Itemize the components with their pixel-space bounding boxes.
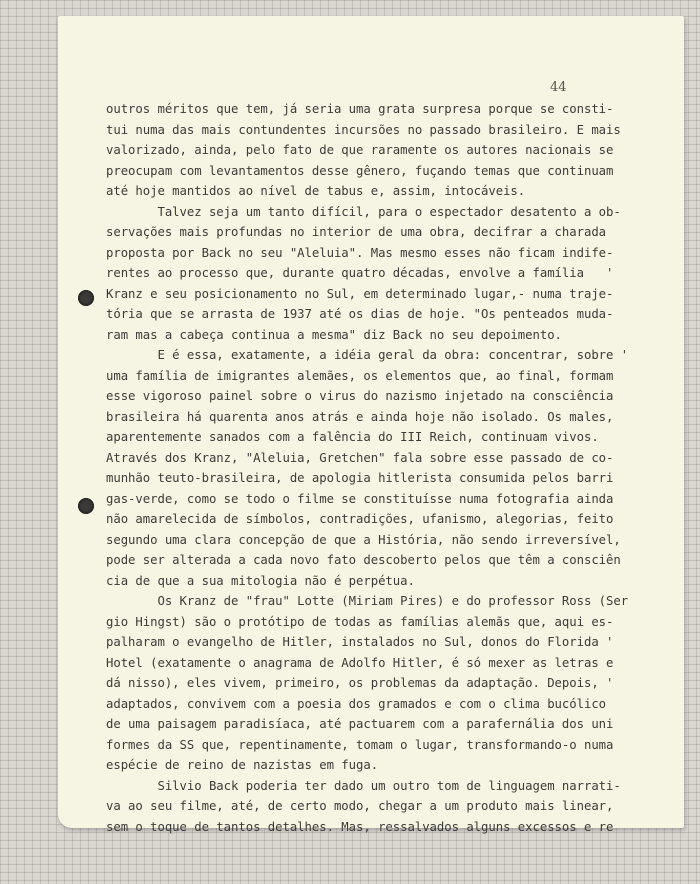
- text-line: rentes ao processo que, durante quatro décadas, envolve a família ': [106, 266, 614, 280]
- text-line: pode ser alterada a cada novo fato descoberto pelos que têm a consciên: [106, 553, 621, 567]
- page-number: 44: [550, 80, 567, 95]
- text-line: dá nisso), eles vivem, primeiro, os problemas da adaptação. Depois, ': [106, 676, 614, 690]
- text-line: até hoje mantidos ao nível de tabus e, assim, intocáveis.: [106, 184, 526, 198]
- text-line: formes da SS que, repentinamente, tomam o lugar, transformando-o numa: [106, 737, 614, 752]
- text-line: gio Hingst) são o protótipo de todas as famílias alemãs que, aqui es-: [106, 614, 614, 629]
- text-line: brasileira há quarenta anos atrás e ainda hoje não isolado. Os males,: [106, 409, 614, 424]
- punch-hole: [78, 290, 94, 306]
- text-line: Silvio Back poderia ter dado um outro tom de linguagem narrati-: [106, 778, 621, 793]
- typewritten-page: [58, 16, 684, 834]
- text-line: esse vigoroso painel sobre o virus do nazismo injetado na consciência: [106, 389, 614, 403]
- text-line: adaptados, convivem com a poesia dos gramados e com o clima bucólico: [106, 696, 607, 711]
- text-line: uma família de imigrantes alemães, os elementos que, ao final, formam: [106, 368, 614, 383]
- text-line: gas-verde, como se todo o filme se constituísse numa fotografia ainda: [106, 491, 614, 506]
- text-line: tui numa das mais contundentes incursões no passado brasileiro. E mais: [106, 122, 621, 137]
- punch-hole: [78, 498, 94, 514]
- text-line: sem o toque de tantos detalhes. Mas, ressalvados alguns excessos e re: [106, 819, 614, 834]
- text-line: ram mas a cabeça continua a mesma" diz Back no seu depoimento.: [106, 327, 562, 342]
- text-line: não amarelecida de símbolos, contradições, ufanismo, alegorias, feito: [106, 512, 614, 526]
- text-line: Hotel (exatamente o anagrama de Adolfo Hitler, é só mexer as letras e: [106, 655, 614, 670]
- text-line: palharam o evangelho de Hitler, instalados no Sul, donos do Florida ': [106, 635, 614, 649]
- text-line: aparentemente sanados com a falência do III Reich, continuam vivos.: [106, 430, 599, 444]
- text-line: de uma paisagem paradisíaca, até pactuarem com a parafernália dos uni: [106, 717, 614, 731]
- text-line: segundo uma clara concepção de que a História, não sendo irreversível,: [106, 532, 621, 547]
- text-line: servações mais profundas no interior de uma obra, decifrar a charada: [106, 225, 607, 239]
- body-text: [106, 99, 632, 837]
- text-line: espécie de reino de nazistas em fuga.: [106, 758, 379, 772]
- text-line: proposta por Back no seu "Aleluia". Mas mesmo esses não ficam indife-: [106, 245, 614, 260]
- text-line: munhão teuto-brasileira, de apologia hitlerista consumida pelos barri: [106, 471, 614, 485]
- text-line: tória que se arrasta de 1937 até os dias de hoje. "Os penteados muda-: [106, 307, 614, 321]
- text-line: cia de que a sua mitologia não é perpétua.: [106, 573, 415, 588]
- text-line: va ao seu filme, até, de certo modo, chegar a um produto mais linear,: [106, 799, 614, 813]
- text-line: Talvez seja um tanto difícil, para o espectador desatento a ob-: [106, 204, 621, 219]
- text-line: E é essa, exatamente, a idéia geral da obra: concentrar, sobre ': [106, 348, 629, 362]
- text-line: valorizado, ainda, pelo fato de que raramente os autores nacionais se: [106, 143, 614, 157]
- text-line: Os Kranz de "frau" Lotte (Miriam Pires) e do professor Ross (Ser: [106, 594, 629, 608]
- text-line: preocupam com levantamentos desse gênero, fuçando temas que continuam: [106, 163, 614, 178]
- text-line: Através dos Kranz, "Aleluia, Gretchen" fala sobre esse passado de co-: [106, 450, 614, 465]
- text-line: outros méritos que tem, já seria uma grata surpresa porque se consti-: [106, 102, 614, 116]
- text-line: Kranz e seu posicionamento no Sul, em determinado lugar,- numa traje-: [106, 286, 614, 301]
